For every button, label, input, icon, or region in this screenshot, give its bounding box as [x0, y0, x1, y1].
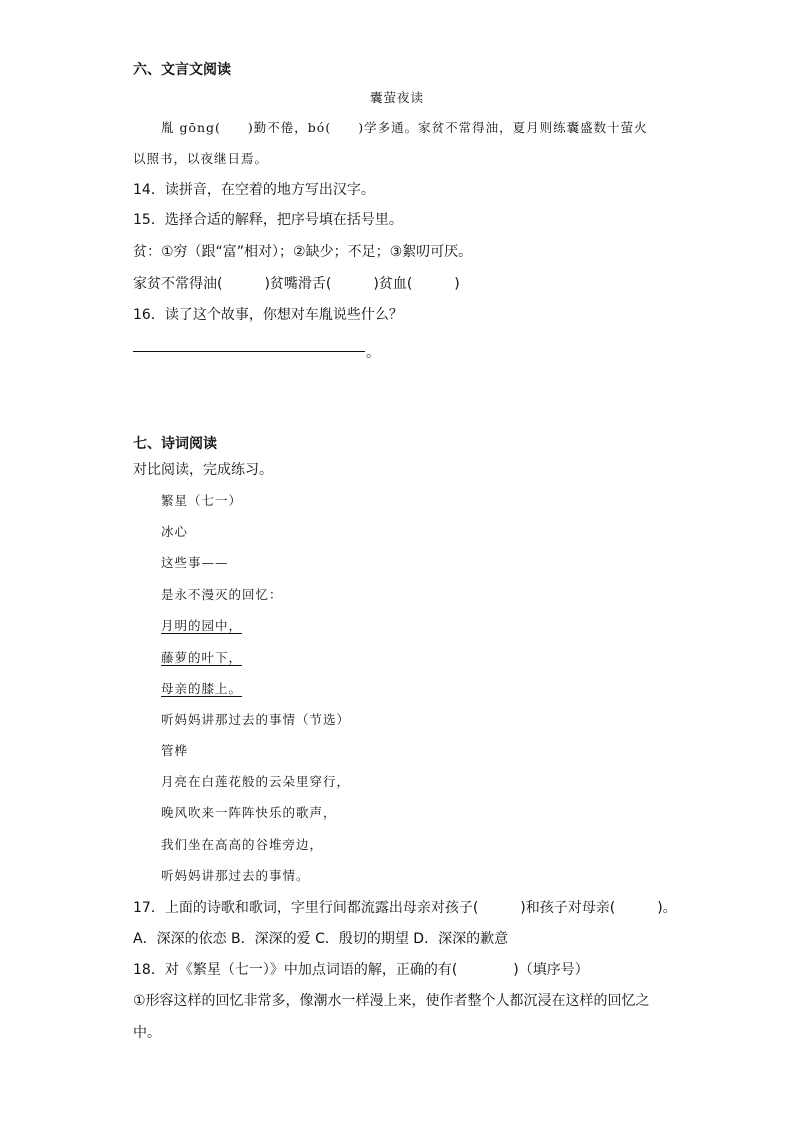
- poem1-title: 繁星（七一）: [161, 493, 243, 508]
- section7-heading: 七、诗词阅读: [133, 436, 217, 452]
- poem2-line: 晚风吹来一阵阵快乐的歌声，: [161, 805, 337, 820]
- passage-line-2: 以照书，以夜继日焉。: [133, 151, 269, 166]
- question-18: 18．对《繁星（七一）》中加点词语的解，正确的有( )（填序号）: [133, 962, 589, 978]
- poem2-line: 我们坐在高高的谷堆旁边，: [161, 837, 324, 852]
- question-17-options: A．深深的依恋 B．深深的爱 C．殷切的期望 D．深深的歉意: [133, 931, 509, 947]
- poem1-line-dotted: 母亲的膝上。: [161, 681, 243, 696]
- poem1-author: 冰心: [161, 524, 189, 539]
- poem2-line: 听妈妈讲那过去的事情。: [161, 868, 310, 883]
- question-16: 16．读了这个故事，你想对车胤说些什么？: [133, 307, 403, 323]
- question-15-items: 家贫不常得油( )贫嘴滑舌( )贫血( ): [133, 276, 460, 292]
- question-17: 17．上面的诗歌和歌词，字里行间都流露出母亲对孩子( )和孩子对母亲( )。: [133, 900, 677, 916]
- poem2-title: 听妈妈讲那过去的事情（节选）: [161, 712, 351, 727]
- poem1-line: 是永不漫灭的回忆：: [161, 587, 283, 602]
- poem1-line-dotted: 藤萝的叶下，: [161, 650, 243, 665]
- question-15-definitions: 贫：①穷（跟“富”相对）；②缺少；不足；③絮叨可厌。: [133, 244, 473, 260]
- poem1-line-dotted: 月明的园中，: [161, 618, 243, 633]
- question-15: 15．选择合适的解释，把序号填在括号里。: [133, 212, 403, 228]
- poem1-line: 这些事——: [161, 555, 229, 570]
- passage-line-1: 胤 gōng( )勤不倦，bó( )学多通。家贫不常得油，夏月则练囊盛数十萤火: [161, 120, 648, 135]
- question-18-option-1-cont: 中。: [133, 1025, 161, 1041]
- question-16-end-mark: 。: [366, 345, 380, 361]
- answer-blank-line[interactable]: [133, 351, 365, 352]
- poem2-author: 管桦: [161, 743, 189, 758]
- poem-title: 囊萤夜读: [369, 90, 424, 105]
- section7-instruction: 对比阅读，完成练习。: [133, 462, 273, 478]
- question-14: 14．读拼音，在空着的地方写出汉字。: [133, 182, 375, 198]
- question-18-option-1: ①形容这样的回忆非常多，像潮水一样漫上来，使作者整个人都沉浸在这样的回忆之: [133, 993, 650, 1009]
- section6-heading: 六、文言文阅读: [133, 62, 231, 78]
- poem2-line: 月亮在白莲花般的云朵里穿行，: [161, 774, 351, 789]
